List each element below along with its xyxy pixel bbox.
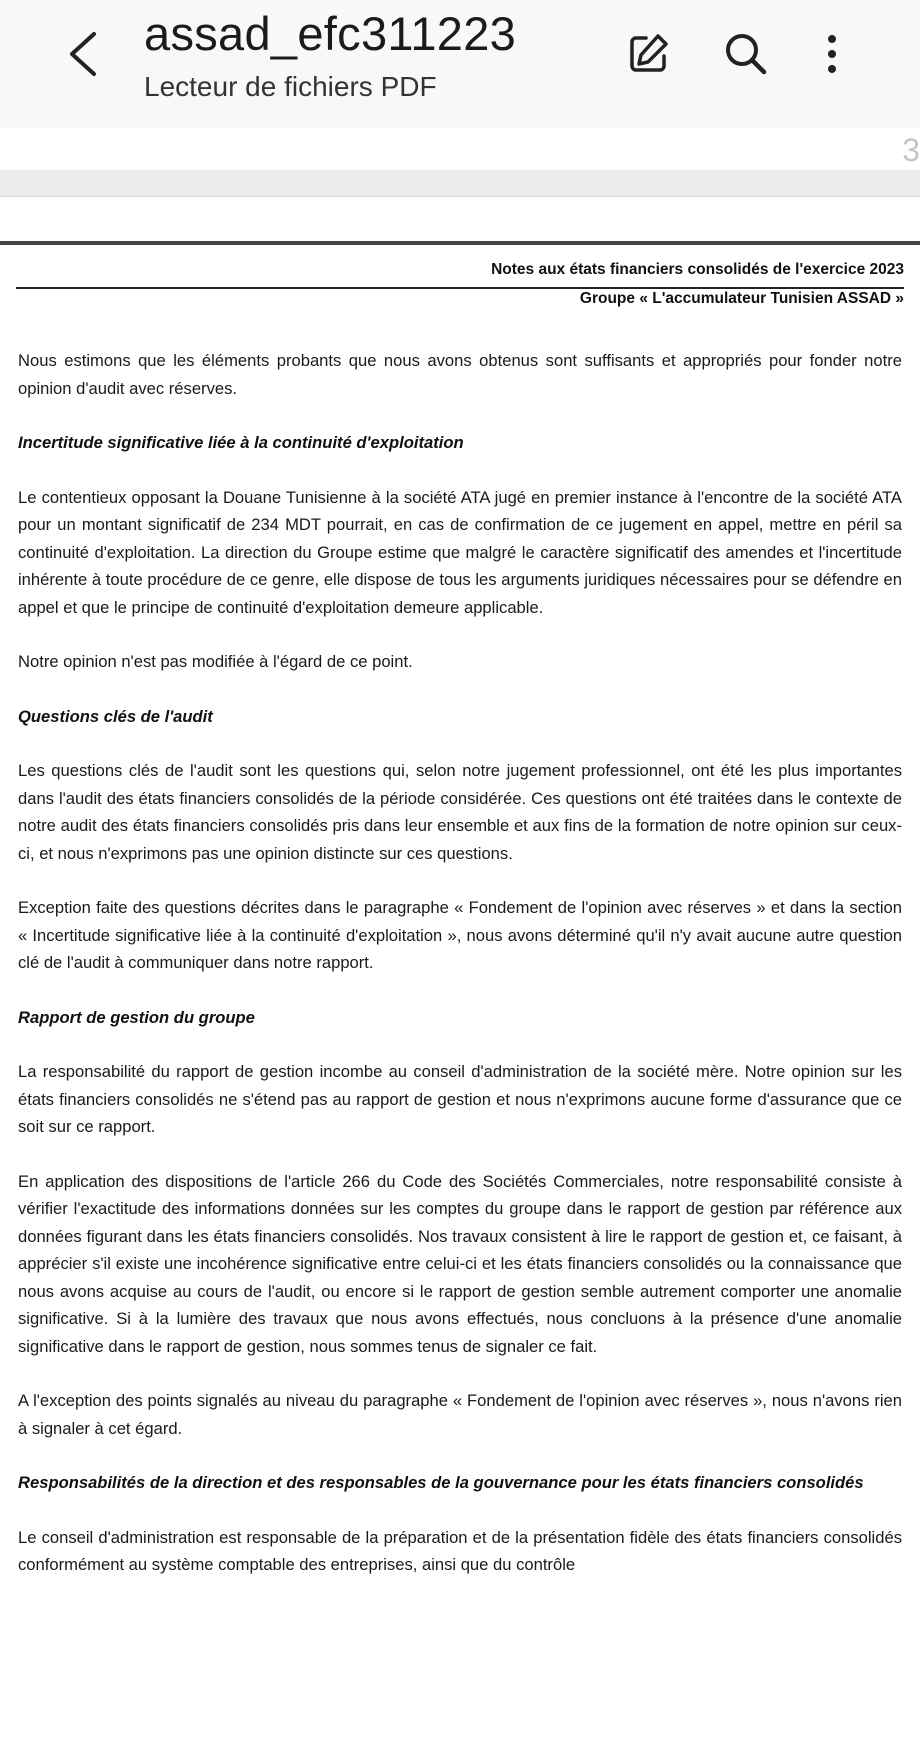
document-body [18, 347, 902, 1606]
section-heading: Rapport de gestion du groupe [18, 1007, 255, 1027]
paragraph: A l'exception des points signalés au niveau du paragraphe « Fondement de l'opinion avec réserves », nous n'avons rien à signaler à cet égard. [18, 1391, 902, 1438]
search-button[interactable] [718, 24, 774, 84]
page-gap [0, 170, 920, 197]
paragraph: Notre opinion n'est pas modifiée à l'égard de ce point. [18, 652, 413, 671]
app-bar [0, 0, 920, 128]
page-number-indicator: 3 [902, 132, 920, 168]
more-vert-icon [822, 30, 842, 78]
title-block [144, 6, 516, 104]
edit-icon [624, 30, 672, 78]
paragraph: En application des dispositions de l'article 266 du Code des Sociétés Commerciales, notre responsabilité consiste à vérifier l'exactitude des informations données sur les comptes du groupe dans le rapport de gestion par référence aux données figurant dans les états financiers consolidés. Nos travaux consistent à lire le rapport de gestion et, ce faisant, à apprécier s'il existe une incohérence significative entre celui-ci et les états financiers consolidés ou la connaissance que nous avons acquise au cours de l'audit, ou encore si le rapport de gestion semble autrement comporter une anomalie significative. Si à la lumière des travaux que nous avons effectués, nous concluons à la présence d'une anomalie significative dans le rapport de gestion, nous sommes tenus de signaler ce fait. [18, 1171, 902, 1356]
running-header-group: Groupe « L'accumulateur Tunisien ASSAD » [579, 290, 904, 307]
section-heading: Questions clés de l'audit [18, 706, 213, 726]
section-heading: Incertitude significative liée à la continuité d'exploitation [18, 433, 464, 452]
paragraph: La responsabilité du rapport de gestion incombe au conseil d'administration de la société mère. Notre opinion sur les états financiers consolidés ne s'étend pas au rapport de gestion et nous n'exprimons aucune forme d'assurance que ce soit sur ce rapport. [18, 1062, 902, 1136]
paragraph: Exception faite des questions décrites dans le paragraphe « Fondement de l'opinion avec réserves » et dans la section « Incertitude significative liée à la continuité d'exploitation », nous avons déterminé qu'il n'y avait aucune autre question clé de l'audit à communiquer dans notre rapport. [18, 898, 902, 972]
section-heading: Responsabilités de la direction et des responsables de la gouvernance pour les états financiers consolidés [18, 1473, 864, 1492]
paragraph: Nous estimons que les éléments probants que nous avons obtenus sont suffisants et appropriés pour fonder notre opinion d'audit avec réserves. [18, 351, 902, 398]
chevron-left-icon [62, 26, 110, 82]
search-icon [722, 30, 770, 78]
more-options-button[interactable] [804, 24, 860, 84]
document-title: assad_efc311223 [144, 7, 517, 60]
document-subtitle: Lecteur de fichiers PDF [144, 71, 437, 102]
paragraph: Les questions clés de l'audit sont les questions qui, selon notre jugement professionnel, ont été les plus importantes dans l'audit des états financiers consolidés de la période considérée. Ces questions ont été traitées dans le contexte de notre audit des états financiers consolidés pris dans leur ensemble et aux fins de la formation de notre opinion sur ceux-ci, et nous n'exprimons pas une opinion distincte sur ces questions. [18, 761, 902, 863]
page-strip [0, 128, 920, 170]
back-button[interactable] [62, 26, 110, 82]
pdf-page [0, 197, 920, 1758]
running-header-title: Notes aux états financiers consolidés de l'exercice 2023 [491, 261, 904, 278]
header-rule [16, 287, 904, 289]
edit-button[interactable] [620, 24, 676, 84]
paragraph: Le contentieux opposant la Douane Tunisienne à la société ATA jugé en premier instance à l'encontre de la société ATA pour un montant significatif de 234 MDT pourrait, en cas de confirmation de ce jugement en appel, mettre en péril sa continuité d'exploitation. La direction du Groupe estime que malgré le caractère significatif des amendes et l'incertitude inhérente à toute procédure de ce genre, elle dispose de tous les arguments juridiques nécessaires pour se défendre en appel et que le principe de continuité d'exploitation demeure applicable. [18, 487, 902, 617]
paragraph: Le conseil d'administration est responsable de la préparation et de la présentation fidèle des états financiers consolidés conformément au système comptable des entreprises, ainsi que du contrôle [18, 1527, 902, 1574]
top-rule [0, 241, 920, 245]
